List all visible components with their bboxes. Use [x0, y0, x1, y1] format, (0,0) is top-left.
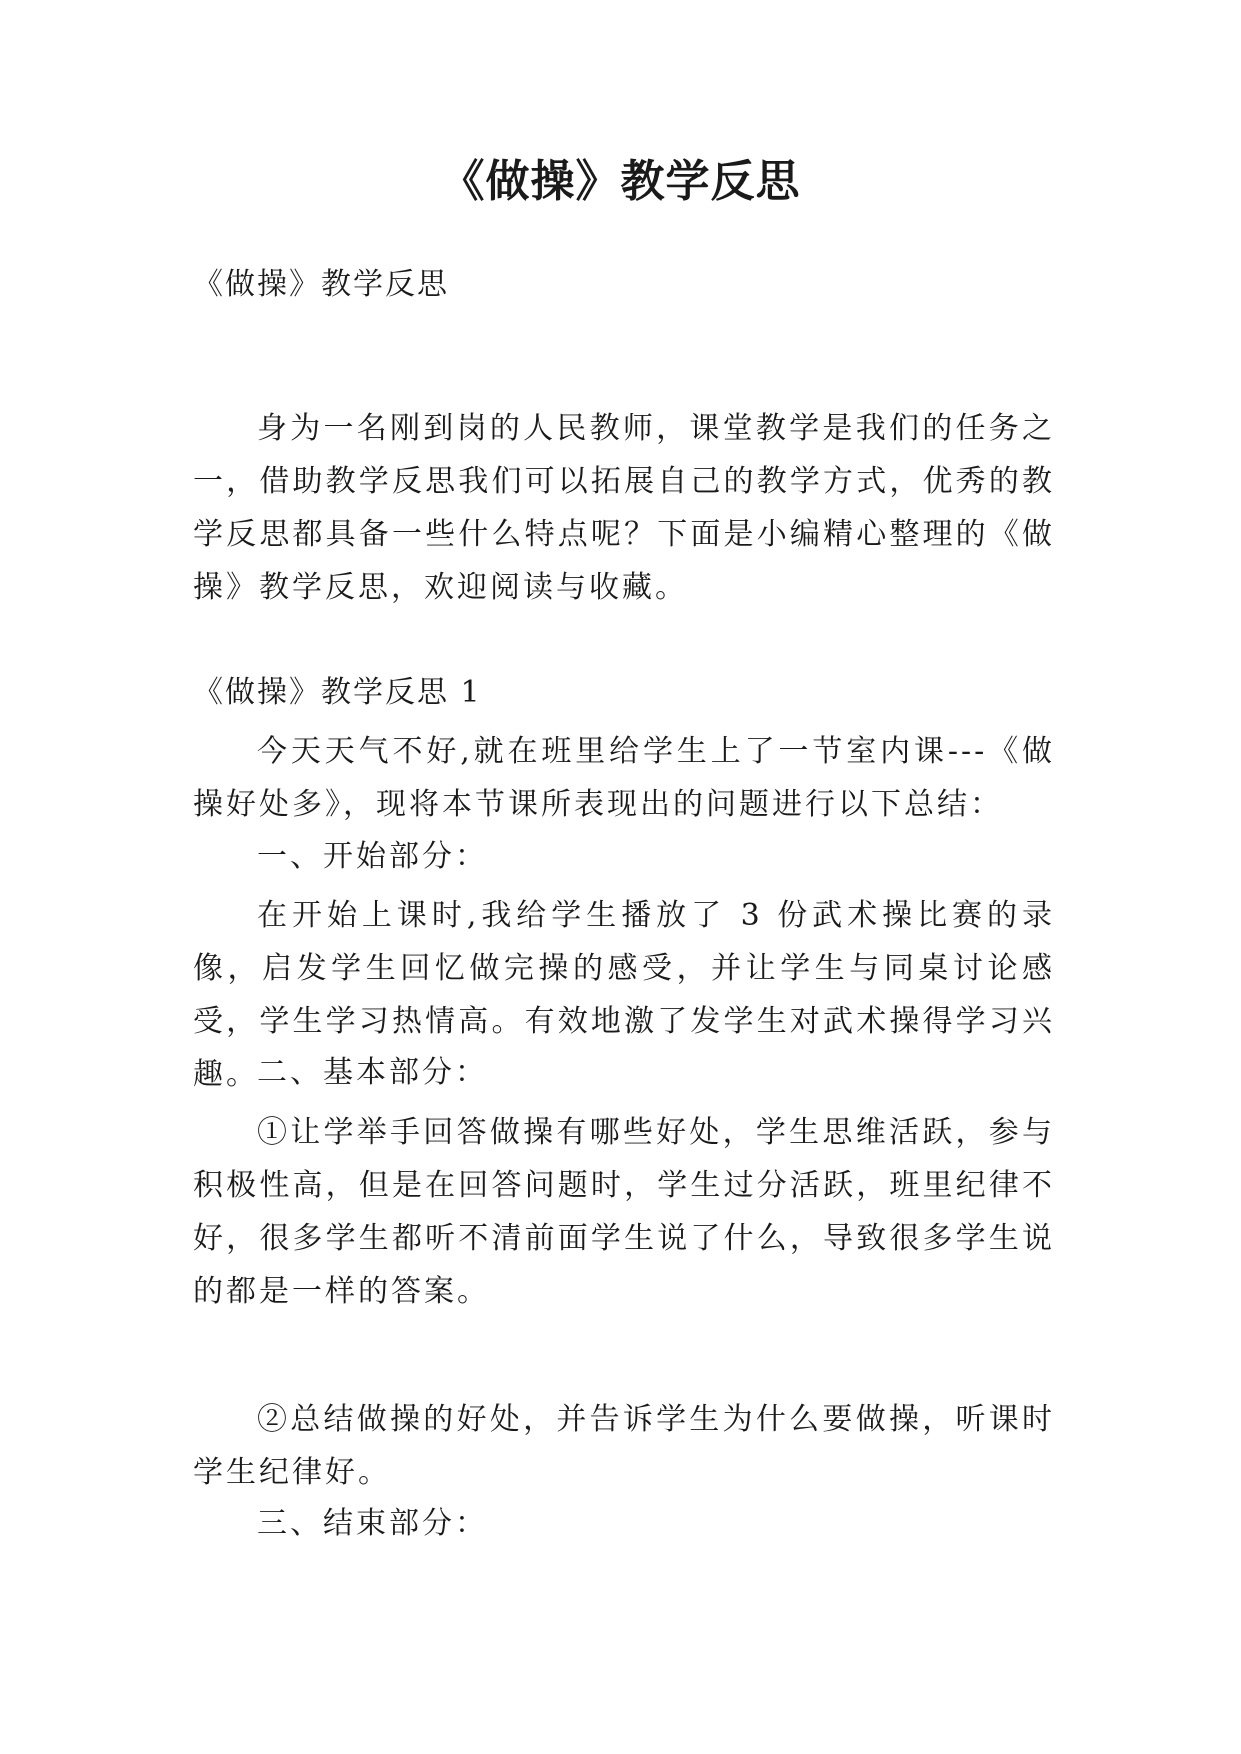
document-title: 《做操》教学反思: [440, 156, 801, 207]
section-heading-1: 《做操》教学反思 1: [193, 675, 482, 710]
part2-item-2: ②总结做操的好处，并告诉学生为什么要做操，听课时学生纪律好。: [193, 1402, 1055, 1490]
part3-heading: 三、结束部分：: [257, 1506, 488, 1541]
intro-paragraph: 身为一名刚到岗的人民教师，课堂教学是我们的任务之一，借助教学反思我们可以拓展自己的教学方式，优秀的教学反思都具备一些什么特点呢？下面是小编精心整理的《做操》教学反思，欢迎阅读与收藏。: [193, 411, 1055, 605]
section1-paragraph: 今天天气不好,就在班里给学生上了一节室内课---《做操好处多》，现将本节课所表现出的问题进行以下总结：: [193, 734, 1055, 822]
part1-paragraph: 在开始上课时,我给学生播放了 3 份武术操比赛的录像，启发学生回忆做完操的感受，并让学生与同桌讨论感受，学生学习热情高。有效地激了发学生对武术操得学习兴趣。: [193, 898, 1055, 1092]
part2-heading: 二、基本部分：: [257, 1055, 488, 1090]
subtitle: 《做操》教学反思: [193, 267, 449, 302]
part1-heading: 一、开始部分：: [257, 839, 488, 874]
part2-item-1: ①让学举手回答做操有哪些好处，学生思维活跃，参与积极性高，但是在回答问题时，学生过分活跃，班里纪律不好，很多学生都听不清前面学生说了什么，导致很多学生说的都是一样的答案。: [193, 1115, 1055, 1309]
